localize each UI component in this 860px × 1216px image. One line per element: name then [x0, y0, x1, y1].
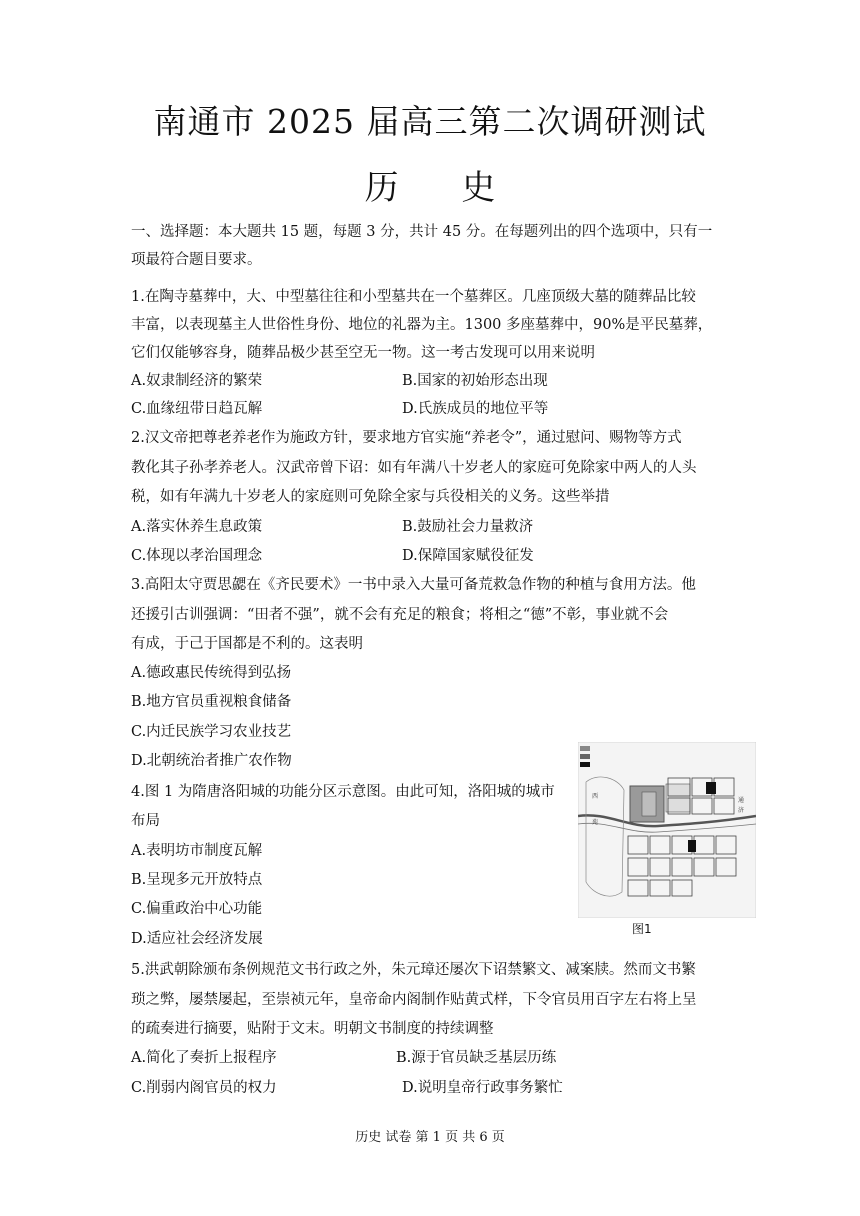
q1-option-d: D.氏族成员的地位平等: [402, 401, 549, 417]
svg-text:西: 西: [592, 793, 599, 800]
luoyang-city-map-figure: [578, 742, 756, 918]
q2-option-a: A.落实休养生息政策: [131, 519, 263, 535]
q4-option-a: A.表明坊市制度瓦解: [131, 843, 263, 859]
q2-stem-line-1: 2.汉文帝把尊老养老作为施政方针，要求地方官实施“养老令”，通过慰问、赐物等方式: [131, 430, 682, 446]
page-footer: 历史 试卷 第 1 页 共 6 页: [355, 1130, 505, 1145]
q2-stem-line-3: 税，如有年满九十岁老人的家庭则可免除全家与兵役相关的义务。这些举措: [131, 489, 610, 505]
q1-stem-line-2: 丰富，以表现墓主人世俗性身份、地位的礼器为主。1300 多座墓葬中，90%是平民墓葬，: [131, 317, 713, 333]
exam-title: 南通市 2025 届高三第二次调研测试: [153, 102, 707, 141]
q2-option-d: D.保障国家赋役征发: [402, 548, 534, 564]
q5-stem-line-2: 琐之弊，屡禁屡起，至崇祯元年，皇帝命内阁制作贴黄式样，下令官员用百字左右将上呈: [131, 992, 697, 1008]
q5-option-c: C.削弱内阁官员的权力: [131, 1080, 277, 1096]
svg-text:济: 济: [738, 807, 745, 814]
figure-caption: 图1: [632, 922, 652, 936]
q5-stem-line-1: 5.洪武朝除颁布条例规范文书行政之外，朱元璋还屡次下诏禁繁文、减案牍。然而文书繁: [131, 962, 696, 978]
section-instructions-line-2: 项最符合题目要求。: [131, 252, 262, 268]
q3-option-a: A.德政惠民传统得到弘扬: [131, 665, 292, 681]
q1-stem-line-3: 它们仅能够容身，随葬品极少甚至空无一物。这一考古发现可以用来说明: [131, 345, 595, 361]
q1-option-b: B.国家的初始形态出现: [402, 373, 548, 389]
q5-stem-line-3: 的疏奏进行摘要，贴附于文末。明朝文书制度的持续调整: [131, 1021, 494, 1037]
q5-option-b: B.源于官员缺乏基层历练: [396, 1050, 557, 1066]
q5-option-d: D.说明皇帝行政事务繁忙: [402, 1080, 563, 1096]
q2-option-c: C.体现以孝治国理念: [131, 548, 263, 564]
q3-stem-line-3: 有成，于己于国都是不利的。这表明: [131, 636, 363, 652]
q4-stem-line-2: 布局: [131, 813, 160, 829]
q4-option-d: D.适应社会经济发展: [131, 931, 263, 947]
q4-option-c: C.偏重政治中心功能: [131, 901, 263, 917]
q5-option-a: A.简化了奏折上报程序: [131, 1050, 277, 1066]
subject-title: 历 史: [364, 168, 522, 208]
q1-option-c: C.血缘纽带日趋瓦解: [131, 401, 263, 417]
section-instructions-line-1: 一、选择题：本大题共 15 题，每题 3 分，共计 45 分。在每题列出的四个选项中，只有一: [131, 224, 713, 240]
q4-stem-line-1: 4.图 1 为隋唐洛阳城的功能分区示意图。由此可知，洛阳城的城市: [131, 784, 555, 800]
q2-option-b: B.鼓励社会力量救济: [402, 519, 534, 535]
q3-stem-line-1: 3.高阳太守贾思勰在《齐民要术》一书中录入大量可备荒救急作物的种植与食用方法。他: [131, 577, 696, 593]
q3-option-b: B.地方官员重视粮食储备: [131, 694, 292, 710]
svg-text:苑: 苑: [592, 819, 599, 826]
q4-option-b: B.呈现多元开放特点: [131, 872, 263, 888]
q1-option-a: A.奴隶制经济的繁荣: [131, 373, 263, 389]
q3-stem-line-2: 还援引古训强调：“田者不强”，就不会有充足的粮食；将相之“德”不彰，事业就不会: [131, 607, 669, 623]
q3-option-c: C.内迁民族学习农业技艺: [131, 724, 292, 740]
svg-text:通: 通: [738, 797, 745, 804]
q1-stem-line-1: 1.在陶寺墓葬中，大、中型墓往往和小型墓共在一个墓葬区。几座顶级大墓的随葬品比较: [131, 289, 696, 305]
q3-option-d: D.北朝统治者推广农作物: [131, 753, 292, 769]
q2-stem-line-2: 教化其子孙孝养老人。汉武帝曾下诏：如有年满八十岁老人的家庭可免除家中两人的人头: [131, 460, 697, 476]
